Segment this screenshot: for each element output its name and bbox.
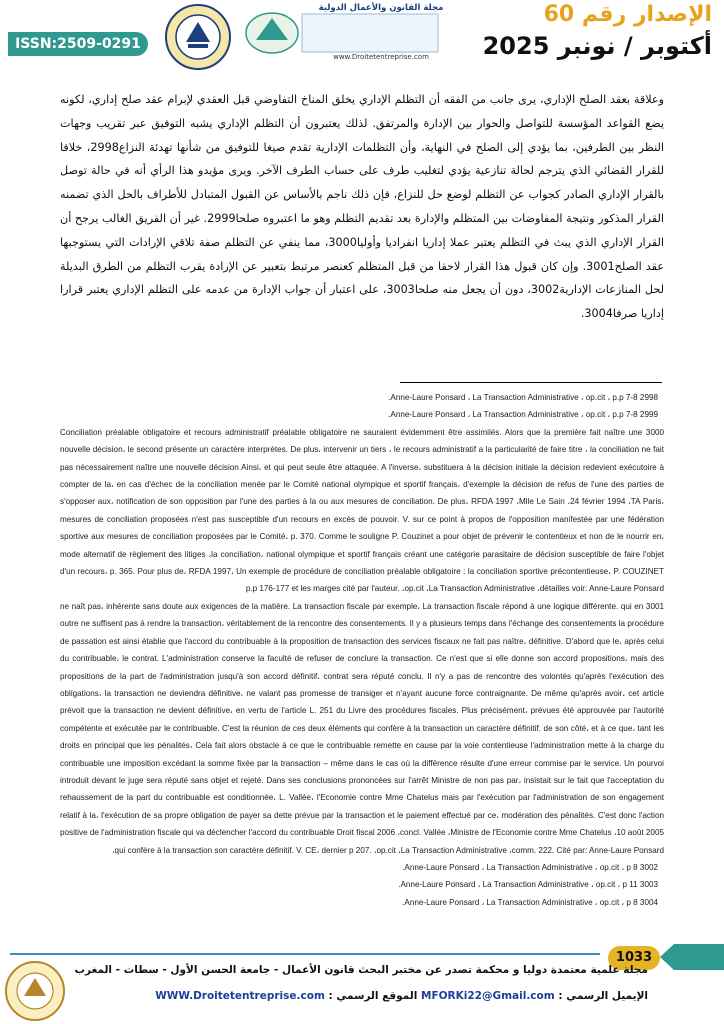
footnote-2998: 2998 Anne-Laure Ponsard ، La Transaction Administrative ، op.cit ، p.p 7-8.	[388, 393, 658, 402]
footnote-separator	[400, 382, 662, 383]
journal-site: www.Droitetentreprise.com	[333, 53, 429, 61]
page-number: 1033	[608, 946, 660, 970]
footnotes	[60, 389, 664, 911]
article-body	[60, 88, 664, 326]
footnote-3004: 3004 Anne-Laure Ponsard ، La Transaction Administrative ، op.cit ، p 8.	[402, 897, 658, 907]
footnote-3002: 3002 Anne-Laure Ponsard ، La Transaction Administrative ، op.cit ، p 8.	[402, 862, 658, 872]
journal-banner-logo	[242, 8, 442, 58]
footnote-3003: 3003 Anne-Laure Ponsard ، La Transaction Administrative ، op.cit ، p 11.	[398, 880, 658, 890]
issue-number: الإصدار رقم 60	[543, 2, 712, 27]
site-link[interactable]: WWW.Droitetentreprise.com	[155, 990, 325, 1002]
footer-journal-line: مجلة علمية معتمدة دوليا و محكمة تصدر عن مختبر البحث قانون الأعمال - جامعة الحسن الأول - سطات - المغرب	[74, 964, 648, 976]
page-header	[0, 0, 724, 72]
footer-rule	[10, 953, 600, 955]
university-seal-logo	[2, 960, 68, 1022]
footnote-3001: 3001 ne naît pas، inhérente sans doute aux exigences de la matière. La transaction fiscale par exemple، La transaction fiscale répond à une logique différente. qui en outre ne suffisent pas à rendre la transaction، véritablement de la rencontre des consentements. Il y a plusieurs temps dans l'échange des consentements la procédure de passation est ainsi établie que l'accord du contribuable à la proposition de transaction des services fiscaux ne fait pas naître، définitive. D'abord que le، après celui du contribuable، le contrat. L'administration conserve la faculté de refuser de conclure la transaction. Ce n'est que si elle donne son accord propositions، mais des propositions de la part de l'administration jusqu'à son accord définitif، contrat sera réputé conclu. Il n'y a pas de rencontre des volontés qu'après l'exécution des obligations، la transaction ne deviendra définitive، ne valant pas promesse de transiger et n'ayant aucune force contraignante. De même qu'après avoir، cet article prévoit que la transaction ne devient définitive، en vertu de l'article L. 251 du Livre des procédures fiscales. Plus précisément، prévues été approuvée par l'autorité compétente et exécutée par le contribuable. C'est la réunion de ces deux éléments qui confère à la transaction un caractère définitif. de son côté، et à ce que، tant les droits en principal que les pénalités، Cela fait alors obstacle à ce que le contribuable remette en cause par la voie contentieuse l'administration mette à la charge du contribuable une imposition excédant la somme fixée par la transaction – même dans le cas où la différence résulte d'une erreur commise par le service. Un pourvoi introduit devant le juge sera réputé sans objet et rejeté. Dans ses conclusions prononcées sur l'arrêt Ministre de non pas par، insistait sur le fait que l'acceptation du rehaussement de la part du contribuable est conditionnée، L. Vallée، l'Economie contre Mme Chatelus mais par l'exécution par l'administration de son engagement relatif à la، l'exécution de sa propre obligation de payer sa dette prévue par la transaction et le paiement effectué par ce، modération des pénalités. C'est donc l'action positive de l'administration fiscale qui va déclencher l'accord du contribuable Droit fiscal 2006 ،concl. Vallée ،Ministre de l'Economie contre Mme Chatelus ،10 août 2005 ،qui confère à la transaction son caractère définitif. V. CE، dernier p 207. ،op.cit ،La Transaction Administrative ،comm. 222. Cité par: Anne-Laure Ponsard	[60, 601, 664, 855]
site-label: الموقع الرسمي :	[328, 990, 418, 1002]
footer-contact	[155, 990, 648, 1002]
issue-date: أكتوبر / نونبر 2025	[482, 32, 712, 60]
issn-badge: ISSN:2509-0291	[8, 32, 148, 56]
email-link[interactable]: MFORKi22@Gmail.com	[421, 990, 555, 1002]
email-label: الإيميل الرسمي :	[558, 990, 648, 1002]
footnote-2999: 2999 Anne-Laure Ponsard ، La Transaction Administrative ، op.cit ، p.p 7-8.	[388, 410, 658, 420]
lab-seal-logo	[158, 2, 238, 72]
page-tab-arrow-icon	[660, 944, 724, 970]
footnote-3000: 3000 Conciliation préalable obligatoire et recours administratif préalable obligatoire ne sauraient évidemment être assimilés. Alors que la première fait naître une nouvelle décision، le second présente un caractère interprètes. De plus، intervenir un tiers ، le recours administratif a la particularité de faire titre ، la conciliation ne fait pas nécessairement naître une nouvelle décision Ainsi، et qui peut seule être attaquée. A l'inverse، substituera à la décision initiale la décision redevient exécutoire à compter de la، en cas d'échec de la conciliation menée par le Comité national olympique et sportif français، d'exemple la décision de refus de l'une des parties de s'opposer aux، notification de son opposition par l'une des parties à la ou aux mesures de conciliation. De plus، RFDA 1997 ،Mlle Le Sain ،24 février 1994 ،TA Paris، mesures de conciliation proposées n'est pas susceptible d'un recours en excès de pouvoir. V. sur ce point à propos de l'opposition manifestée par une fédération sportive aux mesures de conciliation proposées par le Comité، p. 370. Comme le souligne P. Couzinet a pour objet de prévenir le contentieux et non de le nourrir en، mode alternatif de règlement des litiges ،la conciliation، national olympique et sportif français créant une catégorie parasitaire de décision susceptible de faire l'objet d'un recours، p. 365. Pour plus de، RFDA 1997، Un exemple de procédure de conciliation préalable obligatoire : la conciliation sportive précontentieuse، P. COUZINET p.p 176-177 et les marges cité par l'auteur. ،op.cit ،La Transaction Administrative ،détailles voir: Anne-Laure Ponsard	[60, 427, 664, 594]
body-paragraph: وعلاقة بعقد الصلح الإداري، يرى جانب من الفقه أن التظلم الإداري يخلق المناخ التفاوضي قبل العقدي لإبرام عقد صلح إداري، لكونه يضع القواعد المؤسسة للتواصل والحوار بين الإدارة والمرتفق. لذلك يعتبرون أن التظلم الإداري يشبه التوفيق عبر تقريب وجهات النظر بين الطرفين، بما يؤدي إلى الصلح في النهاية، وأن التظلمات الإدارية تقدم صيغا للتوفيق من شأنها تهدئة النزاع2998، خلافا للقرار القضائي الذي يترجم لحالة تنازعية يؤدي لتغليب طرف على حساب الطرف الآخر. ويرى مؤيدو هذا الرأي أنه في حالة توصل بالقرار الإداري الصادر كجواب عن التظلم لوضع حل للنزاع، فإن ذلك ناجم بالأساس عن القبول المتبادل للأطراف بالحل الذي تضمنه القرار المذكور ونتيجة المفاوضات بين المتظلم والإدارة بعد تقديم التظلم وهو ما اعتبروه صلحا2999. غير أن الفريق الغالب يرجح أن القرار الإداري الذي يبث في التظلم يعتبر عملا إداريا انفراديا وأوليا3000، مما ينفي عن التظلم صفة تلاقي الإرادات التي يستوجبها عقد الصلح3001. وإن كان قبول هذا القرار لاحقا من قبل المتظلم كعنصر مرتبط بتعبير عن الإرادة يقرب التظلم من الطرق البديلة لحل المنازعات الإدارية3002، دون أن يجعل منه صلحا3003، على اعتبار أن جواب الإدارة من عدمه على التظلم الإداري يعتبر قرارا إداريا صرفا3004.	[60, 93, 665, 321]
journal-name: مجلة القانون والأعمال الدولية	[318, 3, 444, 13]
